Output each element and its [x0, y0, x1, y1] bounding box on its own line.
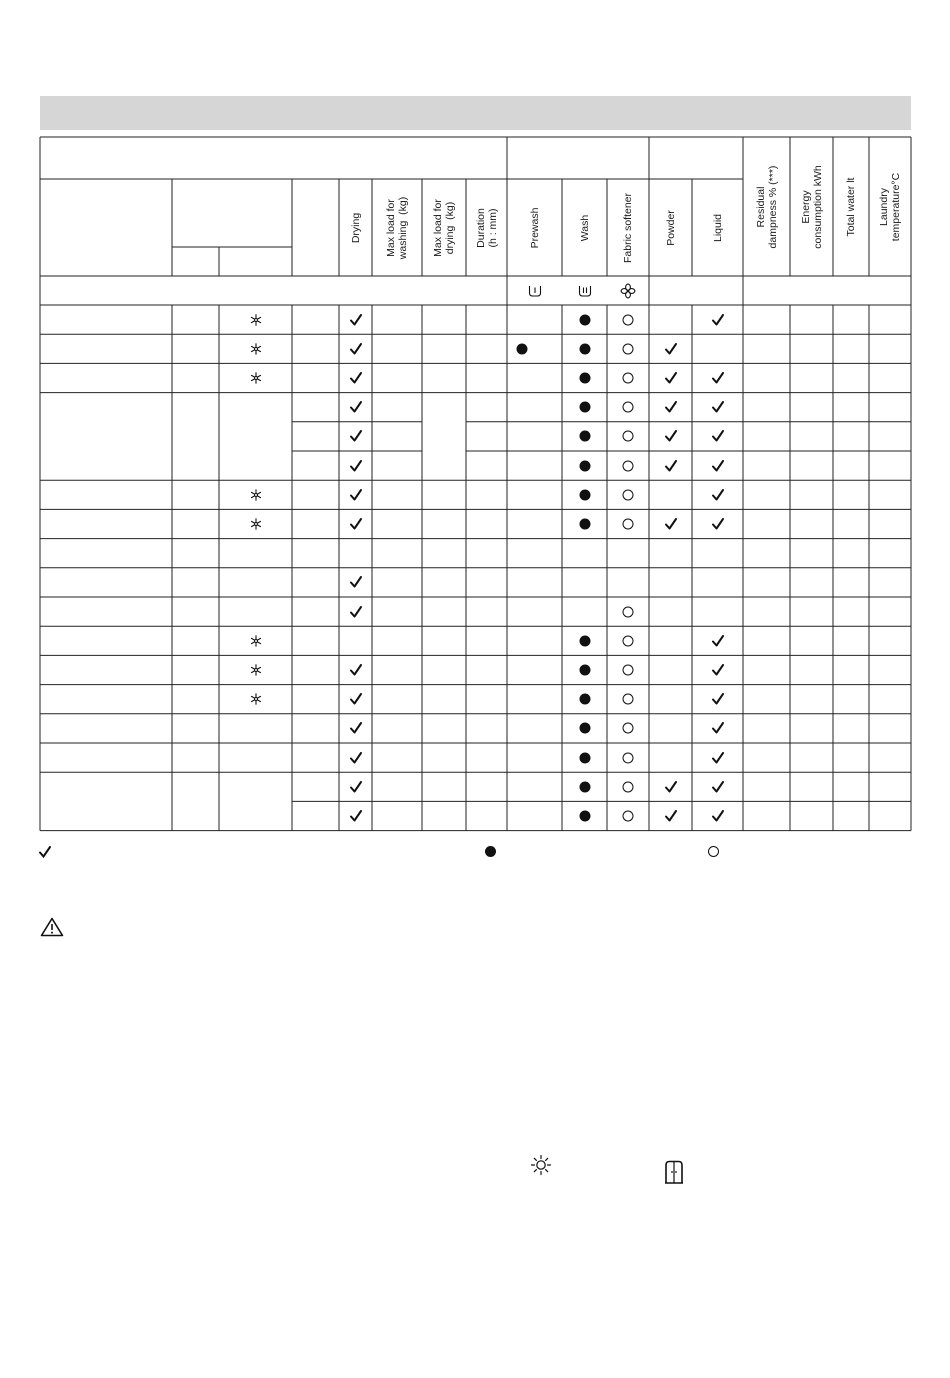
softener-ring-icon	[623, 402, 634, 413]
snowflake-icon	[250, 635, 262, 647]
powder-check-icon	[664, 517, 678, 531]
softener-ring-icon	[623, 489, 634, 500]
drying-check-icon	[349, 517, 363, 531]
wash-dot-icon	[579, 811, 590, 822]
wash-dot-icon	[579, 752, 590, 763]
drying-check-icon	[349, 488, 363, 502]
softener-ring-icon	[623, 811, 634, 822]
snowflake-icon	[250, 372, 262, 384]
liquid-check-icon	[711, 780, 725, 794]
drying-check-icon	[349, 751, 363, 765]
warning-icon	[40, 917, 64, 942]
wash-dot-icon	[579, 343, 590, 354]
softener-compartment-icon	[620, 283, 636, 299]
softener-ring-icon	[623, 665, 634, 676]
softener-ring-icon	[623, 460, 634, 471]
liquid-check-icon	[711, 517, 725, 531]
sun-icon	[530, 1154, 552, 1181]
softener-ring-icon	[623, 373, 634, 384]
softener-ring-icon	[623, 314, 634, 325]
softener-ring-icon	[623, 519, 634, 530]
drying-check-icon	[349, 809, 363, 823]
softener-ring-icon	[623, 635, 634, 646]
prewash-compartment-icon	[528, 285, 542, 297]
softener-ring-icon	[623, 606, 634, 617]
liquid-check-icon	[711, 721, 725, 735]
powder-check-icon	[664, 342, 678, 356]
drying-check-icon	[349, 400, 363, 414]
column-header-liquid: Liquid	[711, 213, 724, 242]
liquid-check-icon	[711, 371, 725, 385]
liquid-check-icon	[711, 663, 725, 677]
wash-dot-icon	[579, 694, 590, 705]
snowflake-icon	[250, 489, 262, 501]
prewash-dot-icon	[517, 343, 528, 354]
wash-dot-icon	[579, 781, 590, 792]
powder-check-icon	[664, 780, 678, 794]
column-header-wash: Wash	[578, 214, 591, 241]
drying-check-icon	[349, 313, 363, 327]
legend-dot-icon	[485, 846, 496, 857]
drying-check-icon	[349, 692, 363, 706]
column-header-laundry-temperature: Laundry temperature°C	[878, 172, 902, 241]
drying-check-icon	[349, 342, 363, 356]
wash-dot-icon	[579, 519, 590, 530]
powder-check-icon	[664, 400, 678, 414]
column-header-max-load-drying: Max load for drying (kg)	[432, 198, 456, 257]
liquid-check-icon	[711, 400, 725, 414]
column-header-max-load-washing: Max load for washing (kg)	[385, 196, 409, 259]
liquid-check-icon	[711, 809, 725, 823]
column-header-powder: Powder	[664, 209, 677, 246]
column-header-energy-consumption: Energy consumption kWh	[799, 164, 824, 249]
drying-check-icon	[349, 605, 363, 619]
softener-ring-icon	[623, 781, 634, 792]
liquid-check-icon	[711, 488, 725, 502]
snowflake-icon	[250, 664, 262, 676]
liquid-check-icon	[711, 429, 725, 443]
softener-ring-icon	[623, 431, 634, 442]
snowflake-icon	[250, 518, 262, 530]
column-header-residual-dampness: Residual dampness % (***)	[754, 165, 779, 248]
wash-compartment-icon	[578, 285, 592, 297]
drying-check-icon	[349, 721, 363, 735]
softener-ring-icon	[623, 694, 634, 705]
snowflake-icon	[250, 314, 262, 326]
legend-check-icon	[38, 845, 52, 864]
powder-check-icon	[664, 429, 678, 443]
liquid-check-icon	[711, 313, 725, 327]
snowflake-icon	[250, 693, 262, 705]
wash-dot-icon	[579, 373, 590, 384]
column-header-duration: Duration (h : mm)	[474, 207, 499, 248]
softener-ring-icon	[623, 752, 634, 763]
powder-check-icon	[664, 371, 678, 385]
liquid-check-icon	[711, 634, 725, 648]
drying-check-icon	[349, 575, 363, 589]
wash-dot-icon	[579, 665, 590, 676]
drying-check-icon	[349, 663, 363, 677]
wash-dot-icon	[579, 460, 590, 471]
drying-check-icon	[349, 780, 363, 794]
liquid-check-icon	[711, 459, 725, 473]
liquid-check-icon	[711, 692, 725, 706]
door-icon	[664, 1160, 684, 1189]
column-header-prewash: Prewash	[528, 207, 541, 248]
drying-check-icon	[349, 371, 363, 385]
powder-check-icon	[664, 809, 678, 823]
softener-ring-icon	[623, 723, 634, 734]
drying-check-icon	[349, 429, 363, 443]
snowflake-icon	[250, 343, 262, 355]
column-header-drying: Drying	[349, 212, 362, 243]
wash-dot-icon	[579, 723, 590, 734]
wash-dot-icon	[579, 635, 590, 646]
wash-dot-icon	[579, 314, 590, 325]
column-header-total-water: Total water lt	[845, 177, 857, 236]
wash-dot-icon	[579, 489, 590, 500]
softener-ring-icon	[623, 343, 634, 354]
wash-dot-icon	[579, 402, 590, 413]
powder-check-icon	[664, 459, 678, 473]
drying-check-icon	[349, 459, 363, 473]
legend-ring-icon	[708, 846, 719, 857]
wash-dot-icon	[579, 431, 590, 442]
column-header-fabric-softener: Fabric softener	[622, 192, 634, 263]
liquid-check-icon	[711, 751, 725, 765]
